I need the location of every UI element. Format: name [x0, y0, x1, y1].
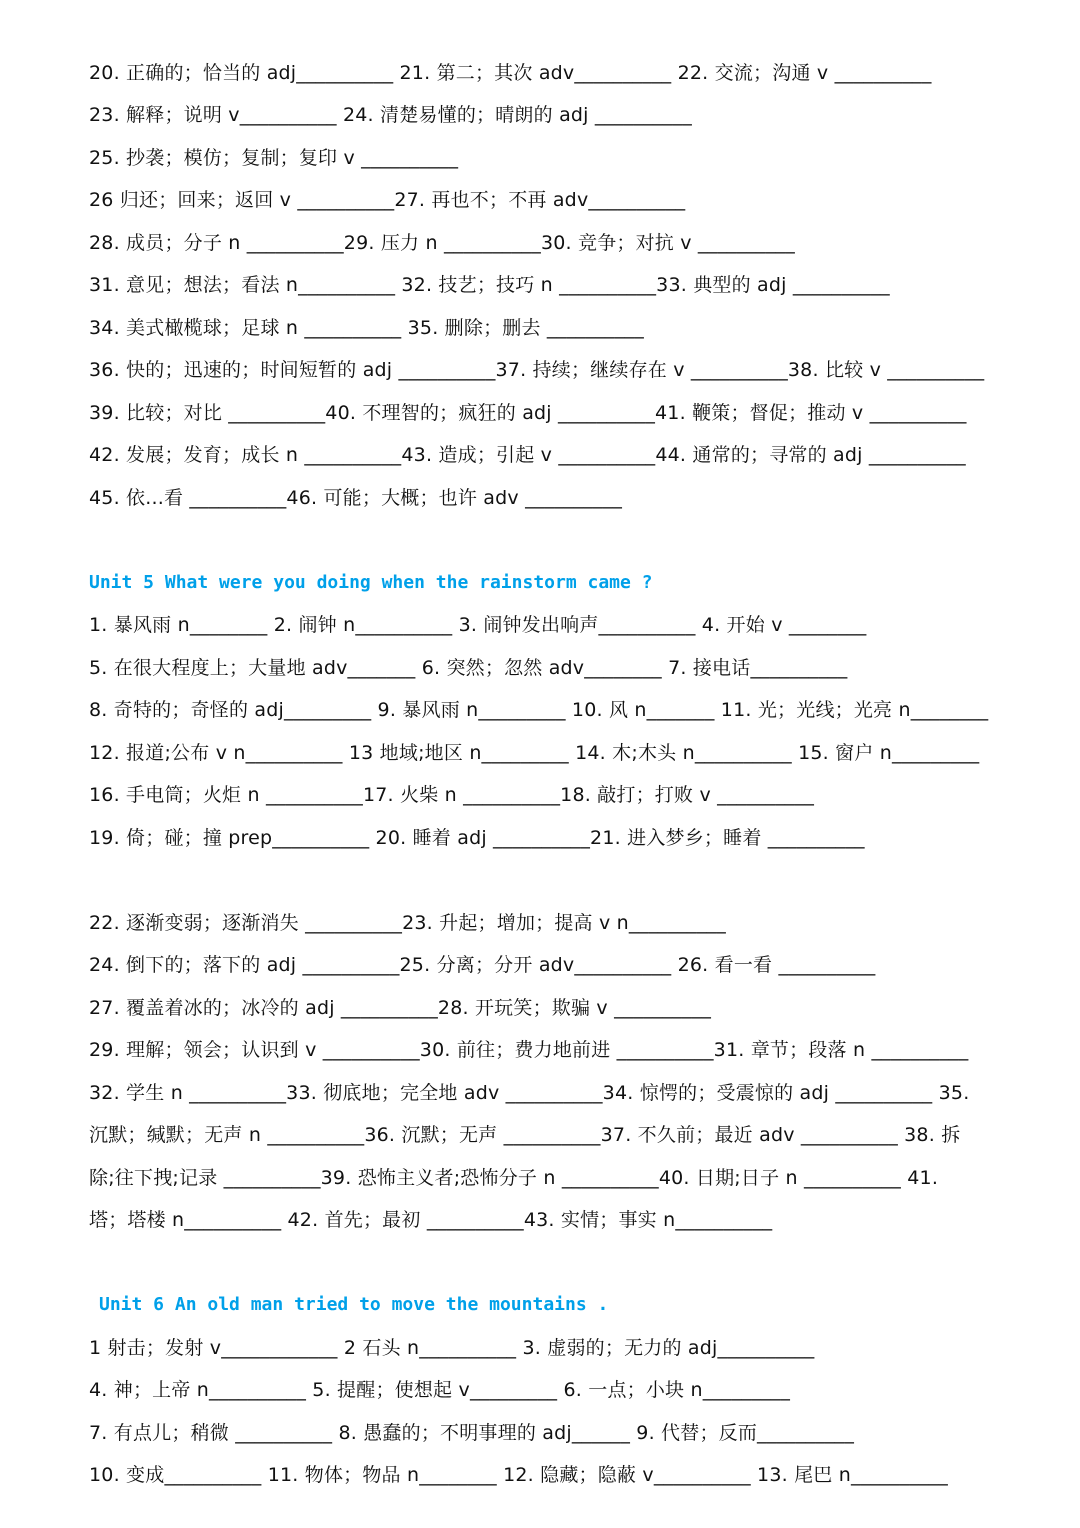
- vocab-line: 16. 手电筒；火炬 n __________17. 火柴 n __________18. 敲打；打败 v __________: [89, 784, 815, 806]
- vocab-line: 32. 学生 n __________33. 彻底地；完全地 adv __________34. 惊愕的；受震惊的 adj __________ 35.: [89, 1082, 970, 1104]
- vocab-line: 31. 意见；想法；看法 n__________ 32. 技艺；技巧 n __________33. 典型的 adj __________: [89, 274, 890, 296]
- vocab-line: 26 归还；回来；返回 v __________27. 再也不；不再 adv__________: [89, 189, 686, 211]
- vocab-line: 7. 有点儿；稍微 __________ 8. 愚蠢的；不明事理的 adj______ 9. 代替；反而__________: [89, 1422, 855, 1444]
- vocab-line: 1. 暴风雨 n________ 2. 闹钟 n__________ 3. 闹钟发出响声__________ 4. 开始 v ________: [89, 614, 867, 636]
- vocab-line: 39. 比较；对比 __________40. 不理智的；疯狂的 adj __________41. 鞭策；督促；推动 v __________: [89, 402, 967, 424]
- vocab-line: 28. 成员；分子 n __________29. 压力 n __________30. 竞争；对抗 v __________: [89, 232, 795, 254]
- unit5-heading: Unit 5 What were you doing when the rainstorm came ?: [89, 572, 653, 593]
- vocab-line: 20. 正确的；恰当的 adj__________ 21. 第二；其次 adv__________ 22. 交流；沟通 v __________: [89, 62, 932, 84]
- vocab-line: 34. 美式橄榄球；足球 n __________ 35. 删除；删去 __________: [89, 317, 644, 339]
- vocab-line: 25. 抄袭；模仿；复制；复印 v __________: [89, 147, 459, 169]
- vocab-line: 23. 解释；说明 v__________ 24. 清楚易懂的；晴朗的 adj __________: [89, 104, 692, 126]
- vocab-line: 29. 理解；领会；认识到 v __________30. 前往；费力地前进 __________31. 章节；段落 n __________: [89, 1039, 969, 1061]
- vocab-line: 19. 倚；碰；撞 prep__________ 20. 睡着 adj __________21. 进入梦乡；睡着 __________: [89, 827, 865, 849]
- vocab-line: 8. 奇特的；奇怪的 adj_________ 9. 暴风雨 n_________ 10. 风 n_______ 11. 光；光线；光亮 n________: [89, 699, 989, 721]
- vocab-line: 45. 依...看 __________46. 可能；大概；也许 adv __________: [89, 487, 623, 509]
- vocab-line: 除;往下拽;记录 __________39. 恐怖主义者;恐怖分子 n __________40. 日期;日子 n __________ 41.: [89, 1167, 939, 1189]
- vocab-line: 1 射击；发射 v____________ 2 石头 n__________ 3. 虚弱的；无力的 adj__________: [89, 1337, 815, 1359]
- vocab-line: 12. 报道;公布 v n__________ 13 地域;地区 n_________ 14. 木;木头 n__________ 15. 窗户 n_________: [89, 742, 980, 764]
- vocab-line: 24. 倒下的；落下的 adj __________25. 分离；分开 adv__________ 26. 看一看 __________: [89, 954, 876, 976]
- vocab-line: 27. 覆盖着冰的；冰冷的 adj __________28. 开玩笑；欺骗 v __________: [89, 997, 712, 1019]
- vocab-line: 沉默；缄默；无声 n __________36. 沉默；无声 __________37. 不久前；最近 adv __________ 38. 拆: [89, 1124, 961, 1146]
- unit6-heading: Unit 6 An old man tried to move the mountains .: [99, 1294, 609, 1315]
- vocab-line: 4. 神；上帝 n__________ 5. 提醒；使想起 v_________ 6. 一点；小块 n_________: [89, 1379, 791, 1401]
- vocab-line: 36. 快的；迅速的；时间短暂的 adj __________37. 持续；继续存在 v __________38. 比较 v __________: [89, 359, 985, 381]
- vocab-line: 塔；塔楼 n__________ 42. 首先；最初 __________43. 实情；事实 n__________: [89, 1209, 773, 1231]
- vocab-line: 5. 在很大程度上；大量地 adv_______ 6. 突然；忽然 adv________ 7. 接电话__________: [89, 657, 848, 679]
- vocab-line: 10. 变成__________ 11. 物体；物品 n________ 12. 隐藏；隐蔽 v__________ 13. 尾巴 n__________: [89, 1464, 948, 1486]
- vocab-line: 22. 逐渐变弱；逐渐消失 __________23. 升起；增加；提高 v n__________: [89, 912, 726, 934]
- vocab-line: 42. 发展；发育；成长 n __________43. 造成；引起 v __________44. 通常的；寻常的 adj __________: [89, 444, 966, 466]
